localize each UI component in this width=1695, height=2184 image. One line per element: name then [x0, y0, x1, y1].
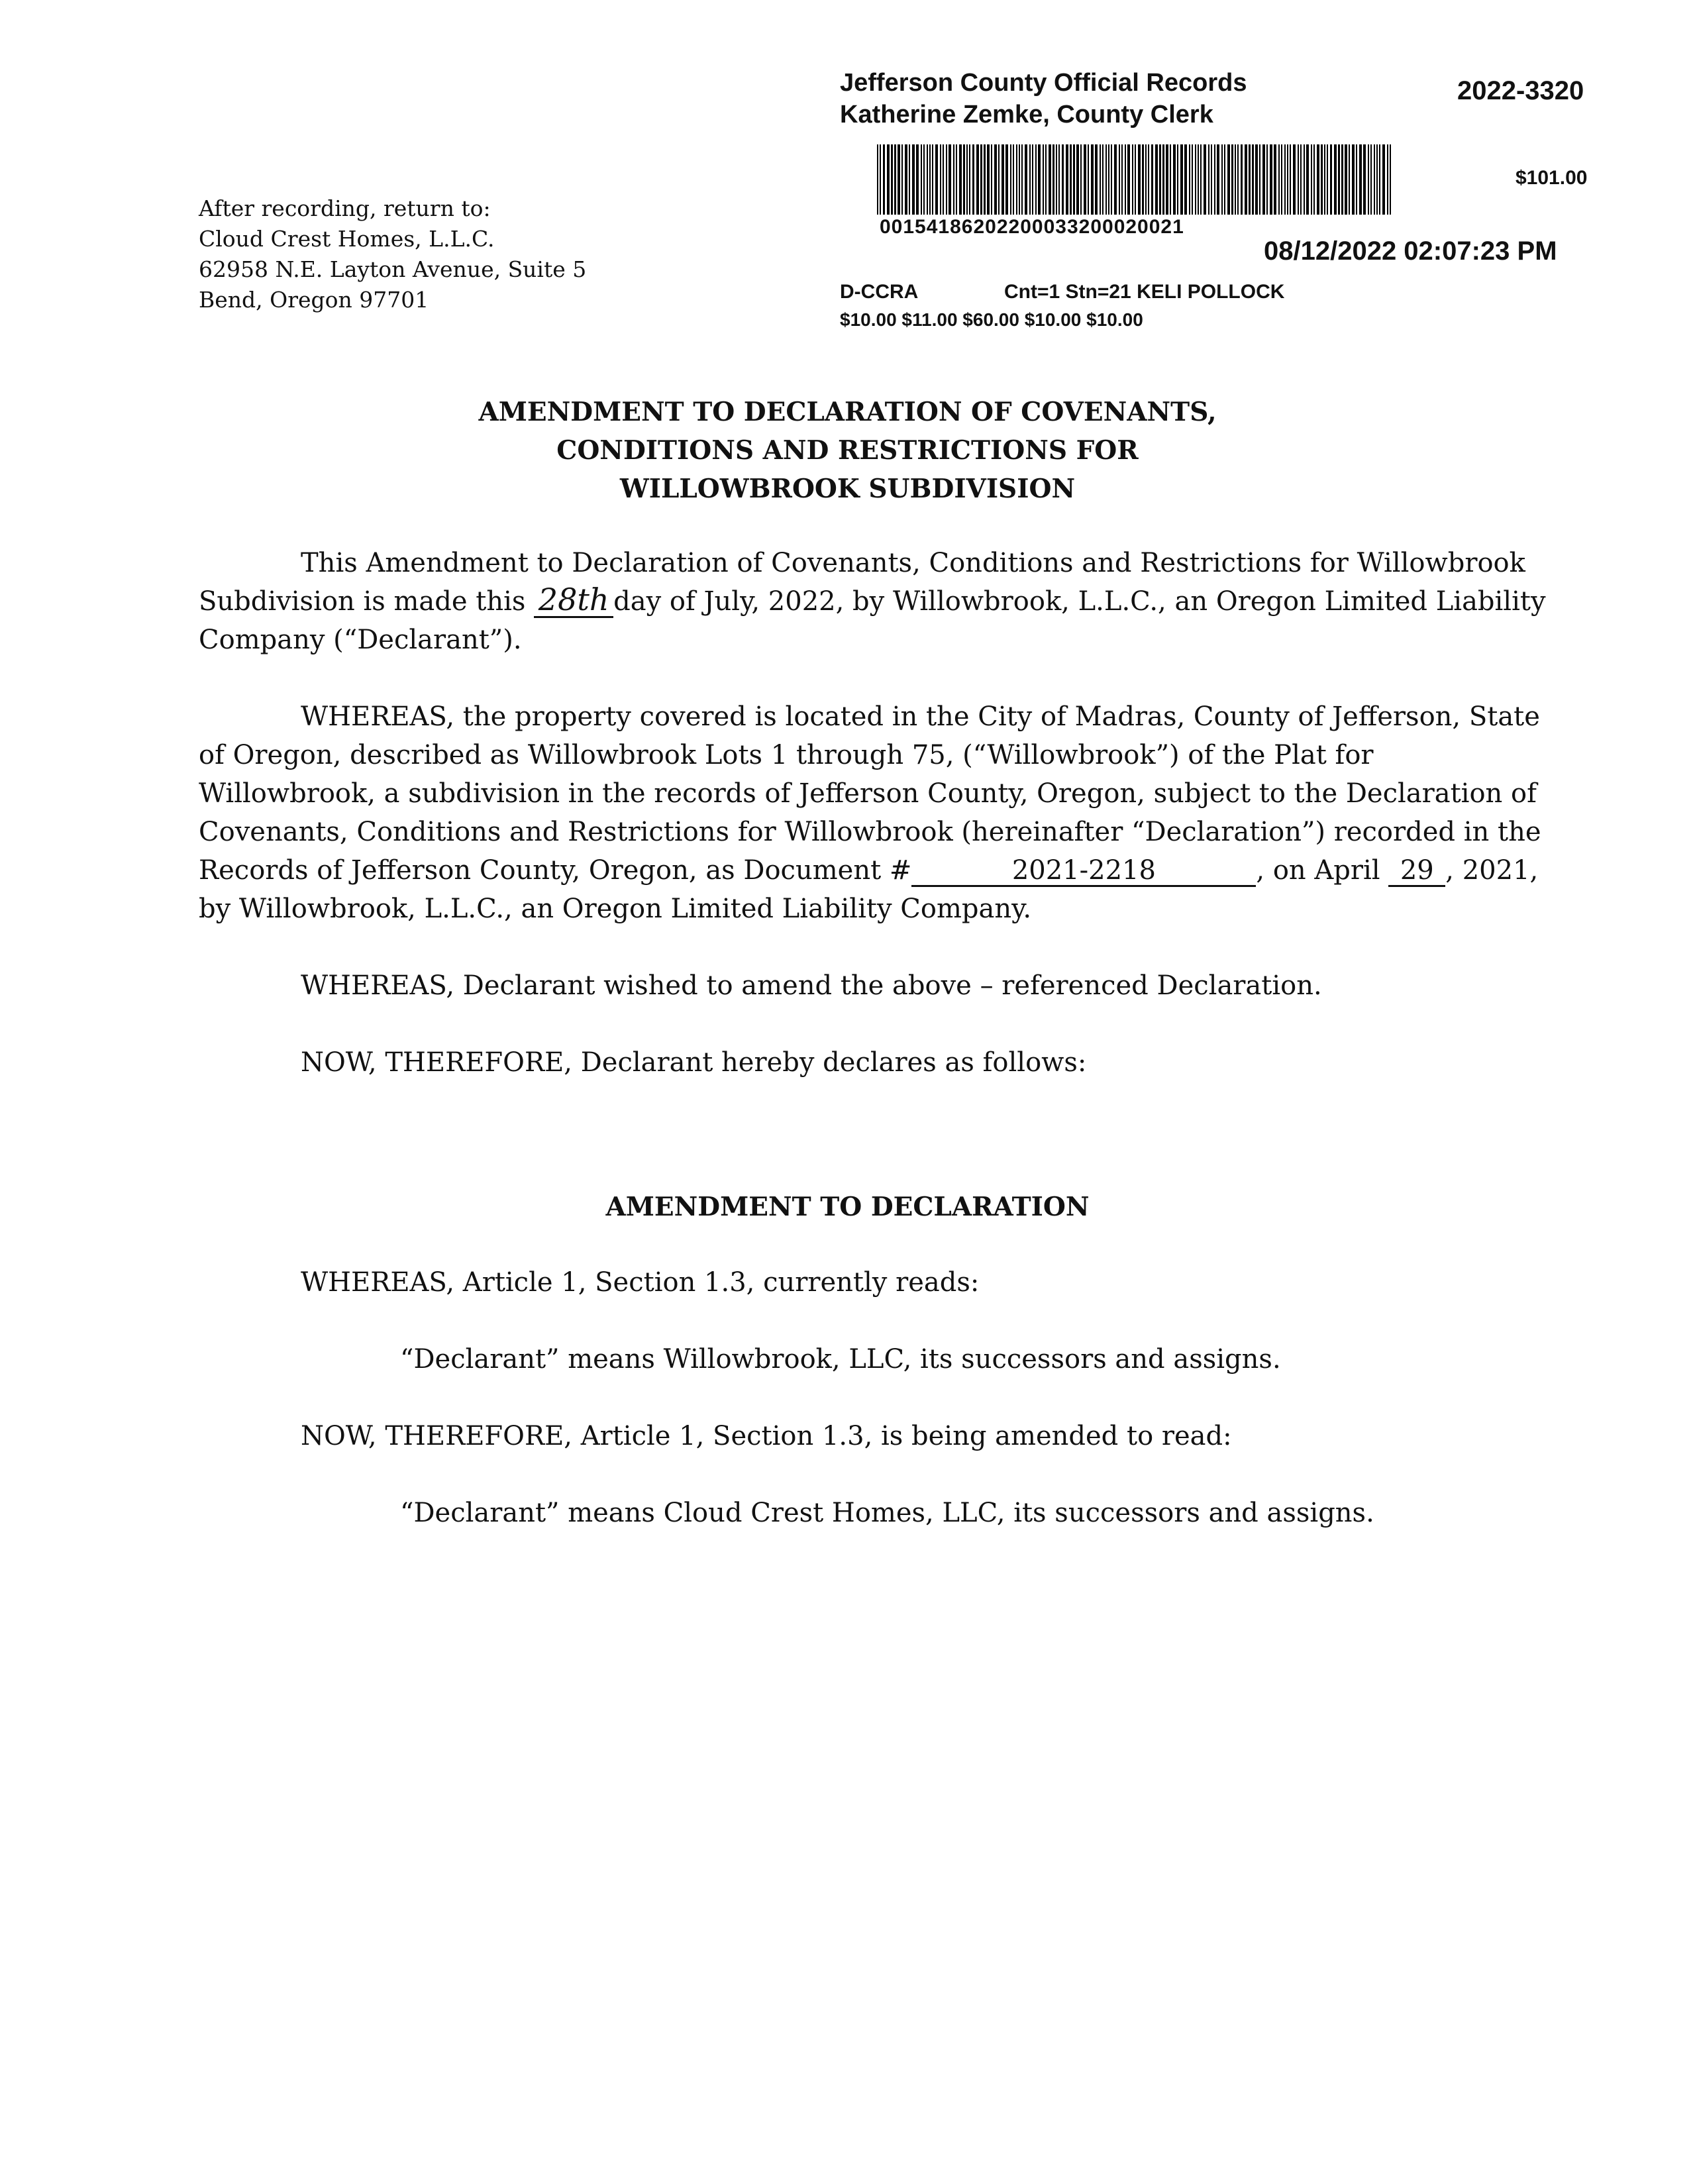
barcode-bar — [966, 144, 968, 215]
barcode-bar — [1049, 144, 1051, 215]
barcode-bar — [1032, 144, 1033, 215]
whereas-amend-paragraph: WHEREAS, Declarant wished to amend the above – referenced Declaration. — [301, 970, 1322, 1001]
current-reading-intro: WHEREAS, Article 1, Section 1.3, currently reads: — [301, 1267, 980, 1298]
barcode-bar — [1376, 144, 1378, 215]
barcode-bar — [1300, 144, 1302, 215]
barcode-bar — [1138, 144, 1141, 215]
barcode-bar — [987, 144, 990, 215]
title-line-2: CONDITIONS AND RESTRICTIONS FOR — [556, 435, 1139, 466]
barcode-bar — [1159, 144, 1161, 215]
barcode-bar — [963, 144, 965, 215]
barcode-bar — [935, 144, 938, 215]
barcode-bar — [1035, 144, 1037, 215]
barcode-bar — [901, 144, 903, 215]
return-to-name: Cloud Crest Homes, L.L.C. — [199, 226, 495, 252]
recording-fee-total: $101.00 — [1515, 167, 1588, 189]
barcode — [877, 144, 1392, 215]
barcode-bar — [991, 144, 992, 215]
barcode-bar — [1100, 144, 1101, 215]
amended-reading-text: “Declarant” means Cloud Crest Homes, LLC, its successors and assigns. — [400, 1498, 1374, 1528]
now-therefore-paragraph: NOW, THEREFORE, Declarant hereby declares as follows: — [301, 1047, 1087, 1078]
barcode-bar — [1390, 144, 1391, 215]
barcode-bar — [891, 144, 893, 215]
barcode-bar — [1166, 144, 1168, 215]
barcode-bar — [1173, 144, 1176, 215]
barcode-bar — [1135, 144, 1136, 215]
barcode-bar — [1313, 144, 1315, 215]
barcode-bar — [1002, 144, 1004, 215]
title-line-1: AMENDMENT TO DECLARATION OF COVENANTS, — [478, 397, 1217, 427]
document-number-blank — [911, 856, 1256, 887]
barcode-bar — [887, 144, 890, 215]
barcode-bar — [1341, 144, 1343, 215]
barcode-bar — [1127, 144, 1130, 215]
barcode-bar — [1382, 144, 1385, 215]
barcode-bar — [1235, 144, 1236, 215]
intro-line-1: This Amendment to Declaration of Covenants, Conditions and Restrictions for Willowbrook — [301, 548, 1525, 578]
barcode-bar — [1224, 144, 1225, 215]
barcode-bar — [1290, 144, 1291, 215]
barcode-bar — [1151, 144, 1153, 215]
barcode-bar — [1349, 144, 1350, 215]
intro-line-2-start: Subdivision is made this — [199, 586, 526, 617]
barcode-bar — [972, 144, 974, 215]
current-reading-text: “Declarant” means Willowbrook, LLC, its successors and assigns. — [400, 1344, 1281, 1375]
barcode-bar — [1111, 144, 1112, 215]
barcode-bar — [1066, 144, 1068, 215]
barcode-bar — [1053, 144, 1054, 215]
barcode-bar — [1010, 144, 1011, 215]
barcode-bar — [1231, 144, 1233, 215]
whereas1-line-5-start: Records of Jefferson County, Oregon, as Document # — [199, 855, 912, 886]
barcode-bar — [1262, 144, 1265, 215]
barcode-bar — [1255, 144, 1258, 215]
barcode-bar — [1056, 144, 1057, 215]
intro-line-2-end: day of July, 2022, by Willowbrook, L.L.C., an Oregon Limited Liability — [613, 586, 1546, 617]
intro-line-3: Company (“Declarant”). — [199, 625, 522, 655]
barcode-bar — [1080, 144, 1082, 215]
barcode-bar — [1005, 144, 1008, 215]
barcode-bar — [929, 144, 931, 215]
barcode-bar — [1259, 144, 1260, 215]
barcode-bar — [1177, 144, 1178, 215]
barcode-bar — [877, 144, 878, 215]
barcode-bar — [1330, 144, 1332, 215]
barcode-bar — [1245, 144, 1247, 215]
fee-breakdown: $10.00 $11.00 $60.00 $10.00 $10.00 — [840, 309, 1143, 330]
barcode-bar — [1084, 144, 1086, 215]
barcode-bar — [912, 144, 915, 215]
barcode-number: 00154186202200033200020021 — [880, 216, 1184, 238]
barcode-bar — [953, 144, 954, 215]
county-clerk: Katherine Zemke, County Clerk — [840, 101, 1213, 129]
title-line-3: WILLOWBROOK SUBDIVISION — [619, 474, 1076, 504]
barcode-bar — [1249, 144, 1251, 215]
barcode-bar — [898, 144, 900, 215]
barcode-bar — [894, 144, 896, 215]
barcode-bar — [1352, 144, 1355, 215]
handwritten-day: 28th — [538, 582, 609, 617]
barcode-bar — [1379, 144, 1380, 215]
barcode-bar — [1114, 144, 1117, 215]
barcode-bar — [1321, 144, 1323, 215]
barcode-bar — [1025, 144, 1027, 215]
barcode-bar — [1311, 144, 1312, 215]
whereas1-line-1: WHEREAS, the property covered is located in the City of Madras, County of Jefferson, State — [301, 702, 1540, 732]
return-to-label: After recording, return to: — [199, 195, 491, 221]
barcode-bar — [1148, 144, 1149, 215]
barcode-bar — [1058, 144, 1060, 215]
barcode-bar — [1368, 144, 1369, 215]
barcode-bar — [1045, 144, 1047, 215]
barcode-bar — [1170, 144, 1171, 215]
barcode-bar — [1038, 144, 1041, 215]
barcode-bar — [1211, 144, 1212, 215]
return-to-address: 62958 N.E. Layton Avenue, Suite 5 — [199, 256, 587, 282]
barcode-bar — [1241, 144, 1243, 215]
document-code: D-CCRA — [840, 281, 919, 303]
whereas1-line-5-end: , 2021, — [1445, 855, 1539, 886]
whereas1-line-5 — [199, 852, 1538, 889]
barcode-bar — [909, 144, 910, 215]
amendment-heading: AMENDMENT TO DECLARATION — [605, 1192, 1090, 1222]
barcode-bar — [927, 144, 928, 215]
barcode-bar — [1198, 144, 1199, 215]
barcode-bar — [1324, 144, 1325, 215]
barcode-bar — [1284, 144, 1286, 215]
barcode-bar — [1132, 144, 1133, 215]
barcode-bar — [1227, 144, 1230, 215]
barcode-bar — [1189, 144, 1190, 215]
barcode-bar — [1387, 144, 1388, 215]
barcode-bar — [1095, 144, 1098, 215]
barcode-bar — [976, 144, 979, 215]
barcode-bar — [1204, 144, 1206, 215]
barcode-bar — [883, 144, 885, 215]
barcode-bar — [921, 144, 922, 215]
barcode-bar — [959, 144, 962, 215]
return-to-city: Bend, Oregon 97701 — [199, 287, 429, 313]
barcode-bar — [1108, 144, 1109, 215]
barcode-bar — [1200, 144, 1202, 215]
barcode-bar — [1076, 144, 1079, 215]
barcode-bar — [1105, 144, 1107, 215]
whereas1-line-5-mid: , on April — [1256, 855, 1380, 886]
barcode-bar — [1208, 144, 1209, 215]
barcode-bar — [1252, 144, 1254, 215]
barcode-bar — [1021, 144, 1023, 215]
barcode-bar — [1091, 144, 1094, 215]
barcode-bar — [1270, 144, 1272, 215]
barcode-bar — [1281, 144, 1282, 215]
barcode-bar — [984, 144, 986, 215]
day-blank — [534, 582, 613, 618]
barcode-bar — [923, 144, 925, 215]
barcode-bar — [1266, 144, 1268, 215]
barcode-bar — [946, 144, 947, 215]
barcode-bar — [1217, 144, 1219, 215]
barcode-bar — [1070, 144, 1072, 215]
barcode-bar — [1016, 144, 1017, 215]
intro-line-2 — [199, 583, 1546, 620]
barcode-bar — [1073, 144, 1075, 215]
barcode-bar — [1356, 144, 1357, 215]
barcode-bar — [1029, 144, 1031, 215]
barcode-bar — [916, 144, 919, 215]
april-day-blank — [1388, 856, 1445, 887]
barcode-bar — [1374, 144, 1375, 215]
barcode-bar — [956, 144, 957, 215]
whereas1-line-2: of Oregon, described as Willowbrook Lots 1 through 75, (“Willowbrook”) of the Plat for — [199, 740, 1374, 770]
barcode-bar — [1338, 144, 1340, 215]
whereas1-line-4: Covenants, Conditions and Restrictions for Willowbrook (hereinafter “Declaration”) recorded in the — [199, 817, 1541, 847]
whereas1-line-3: Willowbrook, a subdivision in the records of Jefferson County, Oregon, subject to the Declaration of — [199, 778, 1537, 809]
amended-reading-intro: NOW, THEREFORE, Article 1, Section 1.3, is being amended to read: — [301, 1421, 1232, 1451]
barcode-bar — [1237, 144, 1239, 215]
barcode-bar — [1043, 144, 1044, 215]
whereas1-line-6: by Willowbrook, L.L.C., an Oregon Limited Liability Company. — [199, 894, 1032, 924]
barcode-bar — [1287, 144, 1288, 215]
barcode-bar — [1274, 144, 1276, 215]
barcode-bar — [1121, 144, 1123, 215]
barcode-bar — [1298, 144, 1299, 215]
barcode-bar — [905, 144, 907, 215]
barcode-bar — [1019, 144, 1020, 215]
barcode-bar — [998, 144, 1000, 215]
barcode-bar — [880, 144, 881, 215]
barcode-bar — [1278, 144, 1280, 215]
referenced-document-number: 2021-2218 — [1011, 855, 1156, 886]
barcode-bar — [1327, 144, 1328, 215]
april-day: 29 — [1400, 855, 1434, 886]
station-count: Cnt=1 Stn=21 KELI POLLOCK — [1004, 281, 1285, 303]
barcode-bar — [1192, 144, 1193, 215]
barcode-bar — [980, 144, 982, 215]
barcode-bar — [1363, 144, 1366, 215]
barcode-bar — [1334, 144, 1337, 215]
barcode-bar — [940, 144, 941, 215]
barcode-bar — [1345, 144, 1347, 215]
barcode-bar — [1102, 144, 1104, 215]
barcode-bar — [1359, 144, 1362, 215]
barcode-bar — [1195, 144, 1196, 215]
recording-datetime: 08/12/2022 02:07:23 PM — [1264, 236, 1557, 266]
barcode-bar — [1162, 144, 1164, 215]
barcode-bar — [969, 144, 970, 215]
recording-office: Jefferson County Official Records — [840, 69, 1247, 97]
barcode-bar — [994, 144, 997, 215]
barcode-bar — [1142, 144, 1144, 215]
barcode-bar — [1155, 144, 1158, 215]
barcode-bar — [1317, 144, 1319, 215]
barcode-bar — [1088, 144, 1089, 215]
barcode-bar — [1125, 144, 1126, 215]
barcode-bar — [1013, 144, 1014, 215]
barcode-bar — [1119, 144, 1120, 215]
barcode-bar — [932, 144, 933, 215]
barcode-bar — [1184, 144, 1187, 215]
barcode-bar — [1306, 144, 1309, 215]
barcode-bar — [1062, 144, 1064, 215]
barcode-bar — [943, 144, 944, 215]
barcode-bar — [1304, 144, 1305, 215]
document-number: 2022-3320 — [1457, 76, 1584, 105]
barcode-bar — [1180, 144, 1183, 215]
barcode-bar — [1370, 144, 1372, 215]
barcode-bar — [1221, 144, 1223, 215]
barcode-bar — [949, 144, 951, 215]
barcode-bar — [1145, 144, 1147, 215]
barcode-bar — [1293, 144, 1296, 215]
barcode-bar — [1214, 144, 1215, 215]
